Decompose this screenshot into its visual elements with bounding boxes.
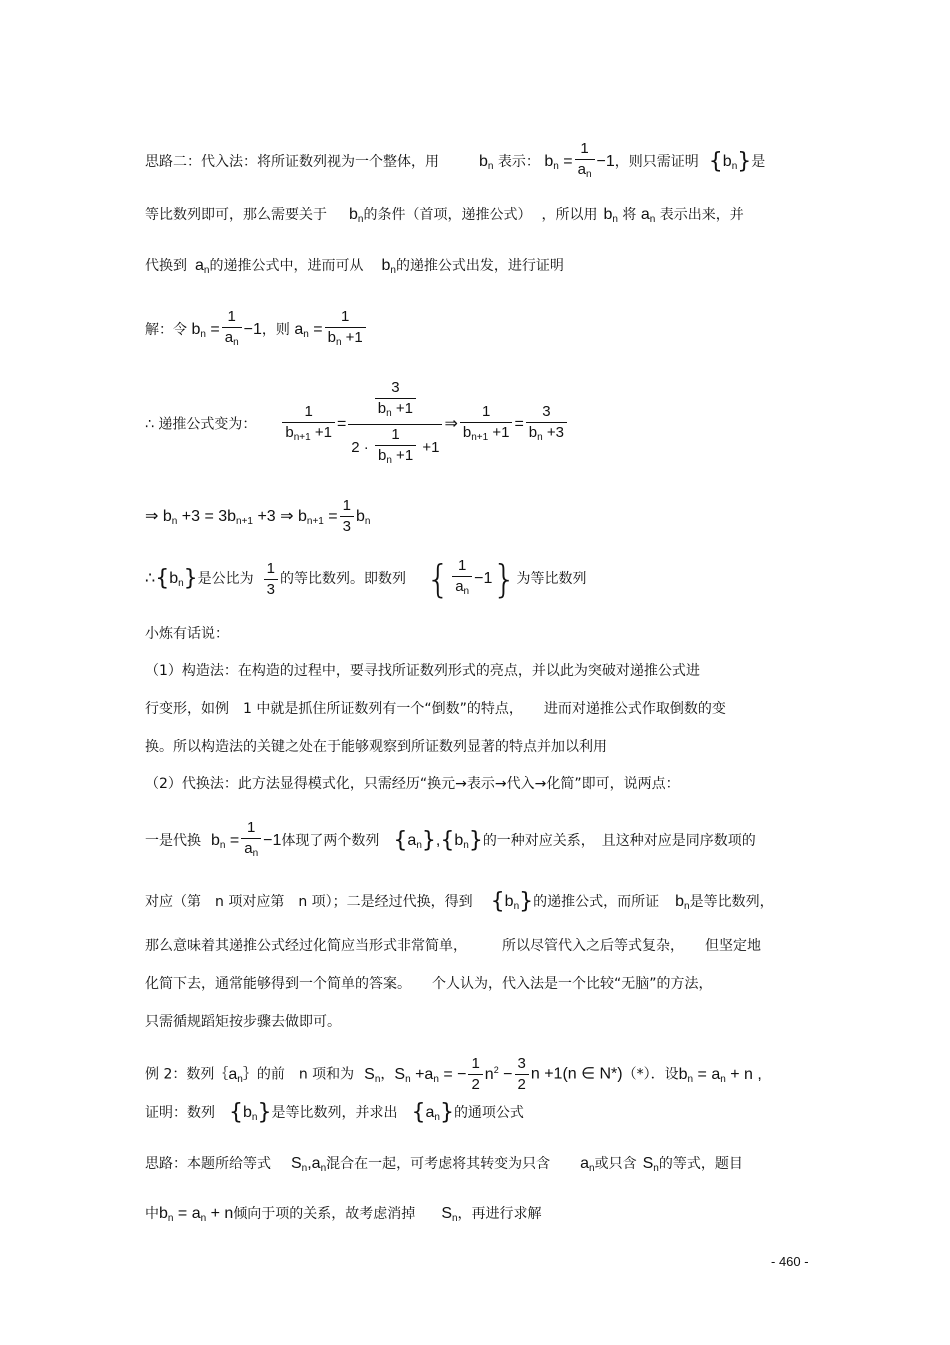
math: $b_n$ — [243, 1104, 258, 1123]
math: $S_n$ — [642, 1155, 659, 1174]
math: $b_n$ = — [211, 832, 240, 851]
text: ，再进行求解 — [457, 1206, 542, 1222]
text: 的等比数列。即数列 — [280, 571, 406, 587]
fraction: $\frac{1}{3}$ — [340, 496, 354, 537]
text-line: 小炼有话说： — [145, 626, 229, 642]
math: −1 — [263, 832, 282, 849]
text: ，所以用 — [541, 207, 598, 223]
text: ，则 — [261, 322, 290, 338]
text-line — [145, 1155, 743, 1178]
text-line — [145, 496, 370, 537]
text-line: （2）代换法：此方法显得模式化，只需经历“换元→表示→代入→化简”即可，说两点： — [145, 776, 680, 792]
math: , — [435, 832, 441, 849]
math: n +1(n ∈ N*) — [530, 1065, 623, 1083]
math: −1 — [474, 570, 493, 587]
brace: } — [519, 889, 534, 914]
text: ， — [380, 1066, 395, 1083]
math: ∴ — [145, 570, 156, 587]
math: $a_n$ = — [294, 321, 323, 340]
math: $a_n$ — [640, 206, 656, 225]
text: 体现了两个数列 — [281, 833, 380, 849]
text: 或只含 — [594, 1156, 637, 1172]
text: 的递推公式，而所证 — [533, 894, 660, 910]
brace: { — [393, 828, 408, 853]
text-line — [145, 556, 587, 602]
text: 的条件（首项，递推公式） — [363, 207, 532, 223]
brace: { — [708, 149, 723, 174]
text: 是 — [751, 154, 766, 170]
text: 为等比数列 — [516, 571, 587, 587]
brace: { — [426, 557, 451, 601]
text: 的递推公式出发，进行证明 — [395, 258, 564, 274]
math: $b_n$ — [722, 153, 738, 172]
math: $b_n = a_n + n$ , — [678, 1065, 762, 1085]
text-line — [145, 307, 368, 353]
text-line — [145, 139, 765, 185]
math: $a_n$ — [195, 257, 210, 276]
math: $a_n$ — [425, 1104, 440, 1123]
text-line — [145, 257, 564, 280]
brace: } — [183, 566, 198, 591]
page-number: - 460 - — [771, 1254, 809, 1269]
fraction: $\frac{3}{b_n +1}$ — [375, 378, 416, 424]
math: $S_n$ — [441, 1205, 458, 1224]
brace: { — [440, 828, 455, 853]
text: 的通项公式 — [453, 1105, 524, 1121]
fraction: $\frac{1}{a_n}$ — [575, 139, 595, 185]
text-line: 行变形，如例 1 中就是抓住所证数列有一个“倒数”的特点， 进而对递推公式作取倒数的变 — [145, 701, 726, 717]
text: 思路二：代入法：将所证数列视为一个整体，用 — [145, 154, 439, 170]
text: 是等比数列， — [689, 894, 774, 910]
math: $S_n +a_n$ = − — [394, 1065, 467, 1085]
brace: } — [421, 828, 436, 853]
math: $b_n$ — [675, 893, 690, 912]
text: ，则只需证明 — [614, 154, 699, 170]
math: $n^2$ − — [484, 1064, 513, 1083]
text: 的递推公式中，进而可从 — [209, 258, 364, 274]
text-line: 换。所以构造法的关键之处在于能够观察到所证数列显著的特点并加以利用 — [145, 739, 607, 755]
fraction: $\frac{1}{b_n +1}$ — [375, 425, 416, 471]
fraction: $\frac{3}{b_n +3}$ — [526, 402, 567, 448]
math: $S_n,a_n$ — [291, 1155, 327, 1174]
math: $a_n$ — [228, 1065, 243, 1085]
brace: } — [257, 1100, 272, 1125]
fraction: $\frac{3}{2}$ — [515, 1054, 529, 1095]
text: 的一种对应关系， 且这种对应是同序数项的 — [482, 833, 756, 849]
text: 表示： — [497, 154, 540, 170]
text-line — [145, 818, 756, 864]
text: 证明：数列 — [145, 1105, 215, 1121]
math: ⇒ $b_n +3 = 3b_{n+1} +3$ ⇒ $b_{n+1}$ = — [145, 507, 338, 527]
math: $a_n$ — [580, 1155, 595, 1174]
text: 思路：本题所给等式 — [145, 1156, 271, 1172]
math: −1 — [596, 153, 615, 170]
math: $b_n$ — [603, 206, 618, 225]
brace: } — [468, 828, 483, 853]
text: （*）．设 — [622, 1066, 679, 1083]
text: 代换到 — [145, 258, 187, 274]
math: $b_n$ — [169, 570, 184, 589]
brace: } — [737, 149, 752, 174]
fraction: $\frac{1}{a_n}$ — [452, 556, 472, 602]
text-line — [145, 1100, 524, 1127]
brace: { — [155, 566, 170, 591]
brace: } — [492, 557, 517, 601]
math: $b_n$ — [349, 206, 364, 225]
text: 混合在一起，可考虑将其转变为只含 — [326, 1156, 551, 1172]
fraction: $\frac{1}{a_n}$ — [222, 307, 242, 353]
text: 倾向于项的关系，故考虑消掉 — [233, 1206, 416, 1222]
fraction: $\frac{1}{2}$ — [468, 1054, 482, 1095]
text: 等比数列即可，那么需要关于 — [145, 207, 327, 223]
math: = — [514, 415, 524, 433]
text: 例 2：数列｛ — [145, 1066, 229, 1083]
text: 表示出来，并 — [659, 207, 744, 223]
math: = — [336, 415, 347, 433]
math: $b_n = a_n + n$ — [159, 1205, 234, 1224]
text-line — [145, 1205, 542, 1228]
fraction: $\frac{1}{b_n +1}$ — [325, 307, 366, 353]
text: 是公比为 — [197, 571, 254, 587]
math: $b_n$ — [454, 832, 469, 851]
text: 将 — [622, 207, 637, 223]
math: $b_n$ — [381, 257, 396, 276]
brace: { — [490, 889, 505, 914]
math: $a_n$ — [407, 832, 422, 851]
math: $b_n$ = — [191, 321, 220, 340]
text: 解：令 — [145, 322, 187, 338]
text-line: 那么意味着其递推公式经过化简应当形式非常简单， 所以尽管代入之后等式复杂， 但坚定地 — [145, 938, 761, 954]
text: 是等比数列，并求出 — [271, 1105, 398, 1121]
text-line: （1）构造法：在构造的过程中，要寻找所证数列形式的亮点，并以此为突破对递推公式进 — [145, 663, 700, 679]
math: $b_n$ — [504, 893, 520, 912]
math: $b_n$ — [479, 153, 494, 172]
math: $b_n$ = — [544, 153, 573, 172]
text-line — [145, 206, 744, 229]
math: $b_n$ — [356, 507, 371, 527]
text-line — [145, 1054, 762, 1095]
text-line: 只需循规蹈矩按步骤去做即可。 — [145, 1014, 341, 1030]
text: ∴ 递推公式变为： — [145, 416, 257, 433]
math: ⇒ — [444, 415, 458, 433]
text: 的等式，题目 — [658, 1156, 743, 1172]
text-line — [145, 378, 569, 471]
brace: } — [439, 1100, 454, 1125]
math: $S_n$ — [364, 1065, 381, 1085]
brace: { — [229, 1100, 243, 1125]
text-line — [145, 889, 774, 916]
text: 一是代换 — [145, 833, 201, 849]
fraction: $\frac{1}{b_{n+1} +1}$ — [282, 402, 335, 448]
fraction: $\frac{1}{a_n}$ — [241, 818, 261, 864]
fraction: $\frac{1}{3}$ — [264, 559, 278, 600]
text: 中 — [145, 1206, 159, 1222]
text: ｝的前 n 项和为 — [242, 1066, 355, 1083]
text-line: 化简下去，通常能够得到一个简单的答案。 个人认为，代入法是一个比较“无脑”的方法， — [145, 976, 713, 992]
math: −1 — [243, 321, 262, 338]
fraction: $\frac{1}{b_{n+1} +1}$ — [460, 402, 513, 448]
text: 对应（第 n 项对应第 n 项）；二是经过代换，得到 — [145, 894, 473, 910]
fraction: $\frac{3}{b_n +1}$ 2 · $\frac{1}{b_n +1}$ +1 — [348, 378, 442, 471]
brace: { — [411, 1100, 426, 1125]
